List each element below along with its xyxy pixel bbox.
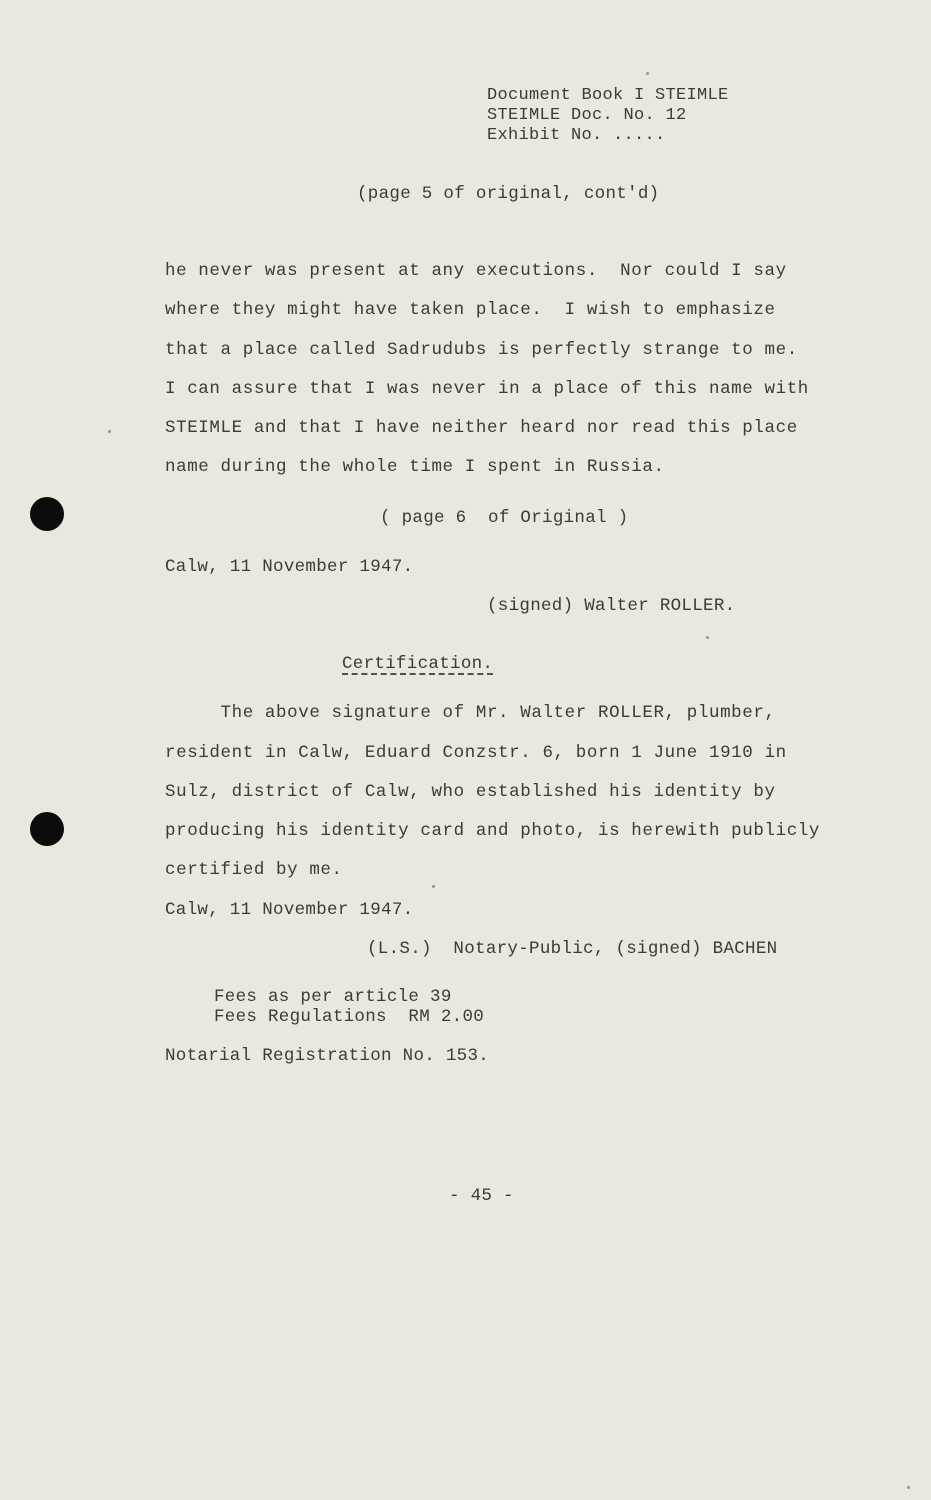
paper-speck [706,636,709,639]
paragraph-line: name during the whole time I spent in Russia. [165,457,665,477]
punch-hole-bottom [30,812,64,846]
paragraph-line: he never was present at any executions. Nor could I say [165,261,787,281]
paragraph-line: The above signature of Mr. Walter ROLLER, plumber, [165,703,776,723]
registration-number: Notarial Registration No. 153. [165,1046,490,1066]
page-number: - 45 - [449,1186,514,1206]
paragraph-line: Sulz, district of Calw, who established his identity by [165,782,776,802]
place-date-2: Calw, 11 November 1947. [165,900,414,920]
paper-speck [108,430,111,433]
page-note-mid: ( page 6 of Original ) [380,508,629,528]
paper-speck [907,1486,910,1489]
paragraph-line: resident in Calw, Eduard Conzstr. 6, born 1 June 1910 in [165,743,787,763]
notary-line: (L.S.) Notary-Public, (signed) BACHEN [367,939,778,959]
paragraph-line: where they might have taken place. I wish to emphasize [165,300,776,320]
paper-speck [432,885,435,888]
header-document-book: Document Book I STEIMLE [487,86,729,105]
place-date-1: Calw, 11 November 1947. [165,557,414,577]
paragraph-line: I can assure that I was never in a place of this name with [165,379,809,399]
paragraph-line: producing his identity card and photo, is herewith publicly [165,821,821,841]
header-doc-number: STEIMLE Doc. No. 12 [487,106,687,125]
header-exhibit-number: Exhibit No. ..... [487,126,666,145]
page-note-top: (page 5 of original, cont'd) [357,184,660,204]
paper-speck [646,72,649,75]
certification-title: Certification. [342,654,494,674]
signature-line: (signed) Walter ROLLER. [487,596,736,616]
paragraph-line: certified by me. [165,860,343,880]
punch-hole-top [30,497,64,531]
paragraph-line: that a place called Sadrudubs is perfectly strange to me. [165,340,798,360]
fees-line: Fees Regulations RM 2.00 [214,1007,485,1027]
paragraph-line: STEIMLE and that I have neither heard nor read this place [165,418,798,438]
fees-line: Fees as per article 39 [214,987,452,1007]
